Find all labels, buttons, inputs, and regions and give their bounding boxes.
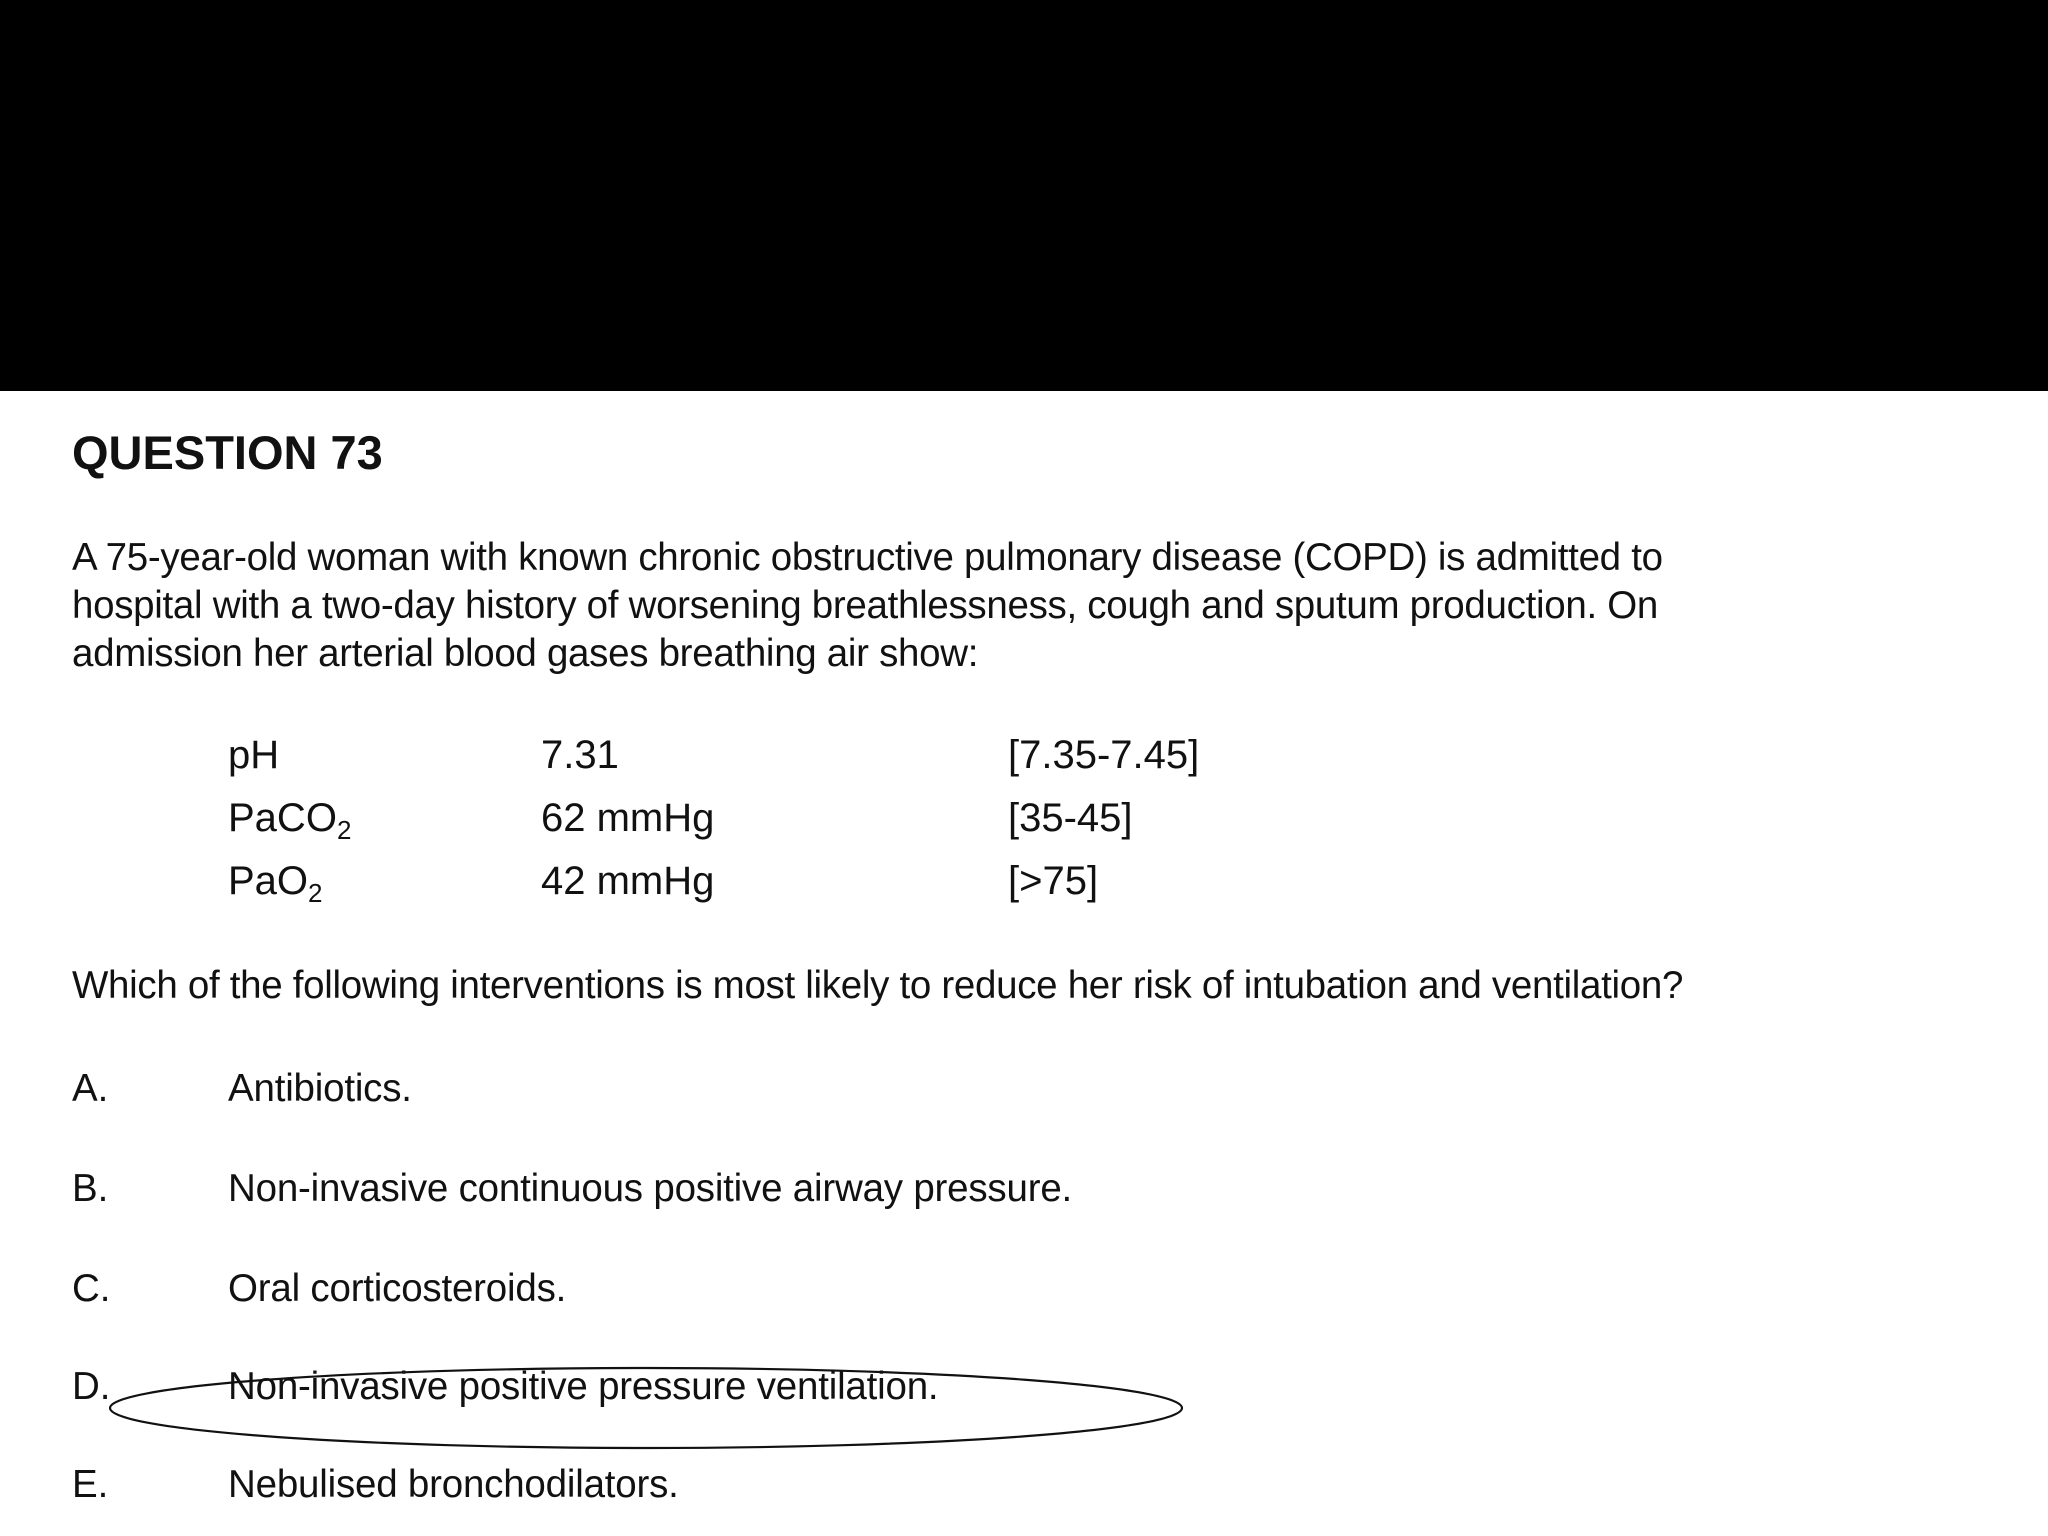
gas-value: 42 mmHg bbox=[541, 859, 715, 903]
question-stem bbox=[72, 534, 2012, 678]
black-header-bar bbox=[0, 0, 2048, 391]
option-text: Non-invasive continuous positive airway pressure. bbox=[228, 1167, 1073, 1210]
question-prompt: Which of the following interventions is most likely to reduce her risk of intubation and ventilation? bbox=[72, 964, 1684, 1007]
gas-reference-range: [>75] bbox=[1008, 859, 1099, 903]
option-text: Oral corticosteroids. bbox=[228, 1267, 567, 1310]
gas-reference-range: [7.35-7.45] bbox=[1008, 733, 1200, 777]
option-letter: C. bbox=[72, 1267, 111, 1310]
gas-value: 7.31 bbox=[541, 733, 619, 777]
option-letter: E. bbox=[72, 1463, 109, 1506]
gas-value: 62 mmHg bbox=[541, 796, 715, 840]
question-title: QUESTION 73 bbox=[72, 426, 383, 479]
gas-name: PaCO$_2$ bbox=[228, 796, 352, 845]
stem-line: hospital with a two-day history of worsening breathlessness, cough and sputum production. On bbox=[72, 584, 1659, 627]
stem-line: A 75-year-old woman with known chronic obstructive pulmonary disease (COPD) is admitted to bbox=[72, 536, 1663, 579]
option-letter: A. bbox=[72, 1067, 109, 1110]
option-letter: B. bbox=[72, 1167, 109, 1210]
option-text: Antibiotics. bbox=[228, 1067, 412, 1110]
option-text: Nebulised bronchodilators. bbox=[228, 1463, 679, 1506]
gas-name: PaO$_2$ bbox=[228, 859, 323, 908]
option-letter: D. bbox=[72, 1365, 111, 1408]
gas-reference-range: [35-45] bbox=[1008, 796, 1133, 840]
stem-line: admission her arterial blood gases breathing air show: bbox=[72, 632, 979, 675]
option-text: Non-invasive positive pressure ventilation. bbox=[228, 1365, 939, 1408]
gas-name: pH bbox=[228, 733, 280, 777]
